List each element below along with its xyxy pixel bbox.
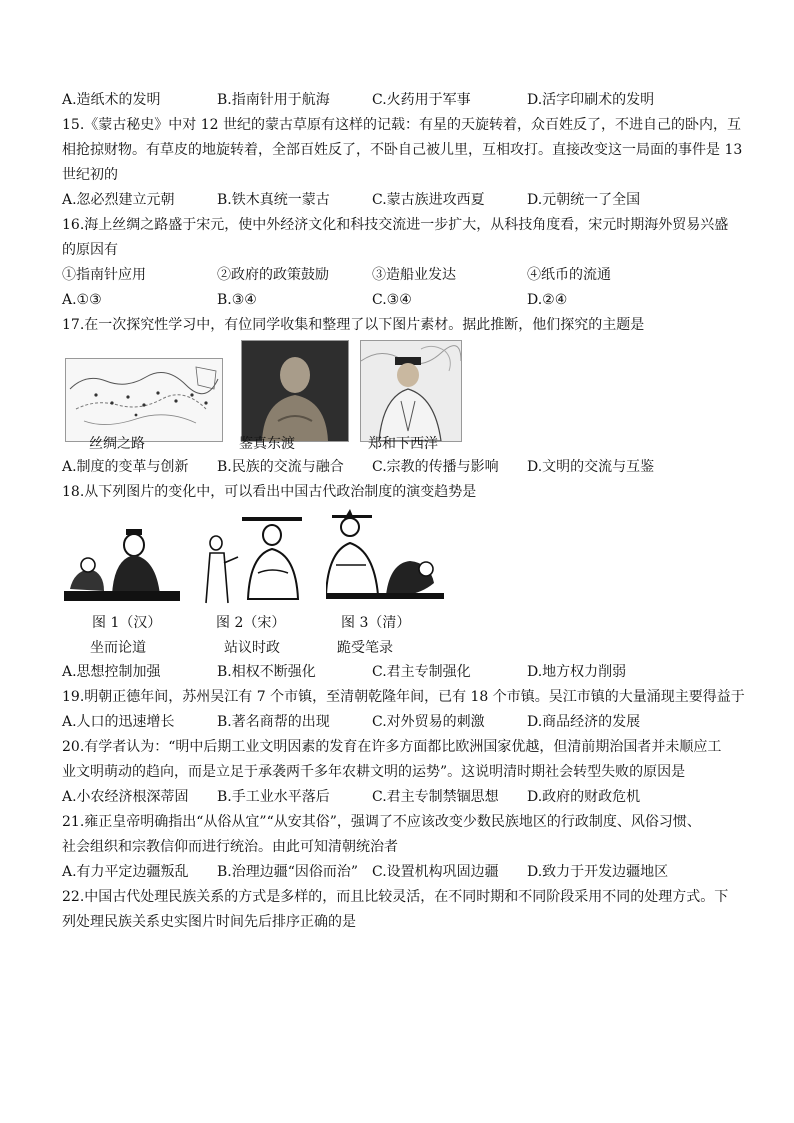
item-3: ③造船业发达	[372, 267, 456, 283]
han-court-drawing	[64, 525, 180, 605]
option-a: A.人口的迅速增长	[62, 714, 175, 730]
figure-caption-qing: 跪受笔录	[337, 640, 393, 656]
option-d: D.元朝统一了全国	[527, 192, 641, 208]
q17-stem-line: 17.在一次探究性学习中，有位同学收集和整理了以下图片素材。据此推断，他们探究的主题是	[62, 317, 645, 333]
q15-options	[62, 188, 742, 213]
option-b: B.指南针用于航海	[217, 92, 330, 108]
q19-options	[62, 710, 742, 735]
q15-stem-line: 15.《蒙古秘史》中对 12 世纪的蒙古草原有这样的记载：有星的天旋转着，众百姓反了，不进自己的卧内，互	[62, 117, 741, 133]
exam-page	[62, 88, 745, 935]
item-2: ②政府的政策鼓励	[217, 267, 329, 283]
option-d: D.政府的财政危机	[527, 789, 641, 805]
q18-stem-line: 18.从下列图片的变化中，可以看出中国古代政治制度的演变趋势是	[62, 484, 477, 500]
option-a: A.造纸术的发明	[62, 92, 161, 108]
option-a: A.制度的变革与创新	[62, 459, 189, 475]
figure-label-song: 图 2（宋）	[216, 615, 286, 631]
q20-stem-line: 20.有学者认为：“明中后期工业文明因素的发育在许多方面都比欧洲国家优越，但清前期治国者并未顺应工	[62, 739, 722, 755]
option-c: C.宗教的传播与影响	[372, 459, 499, 475]
song-court-drawing	[198, 513, 310, 605]
jianzhen-statue-image	[241, 340, 349, 442]
caption-zheng-he: 郑和下西洋	[368, 436, 438, 452]
option-b: B.治理边疆“因俗而治”	[217, 864, 359, 880]
q19-stem-line: 19.明朝正德年间，苏州吴江有 7 个市镇，至清朝乾隆年间，已有 18 个市镇。吴江市镇的大量涌现主要得益于	[62, 689, 745, 705]
option-d: D.活字印刷术的发明	[527, 92, 655, 108]
option-b: B.相权不断强化	[217, 664, 316, 680]
option-d: D.地方权力削弱	[527, 664, 627, 680]
q15-stem-line: 相抢掠财物。有草皮的地旋转着，全部百姓反了，不卧自己被儿里，互相攻打。直接改变这一局面的事件是 13	[62, 142, 743, 158]
option-b: B.手工业水平落后	[217, 789, 330, 805]
option-d: D.文明的交流与互鉴	[527, 459, 655, 475]
option-a: A.①③	[62, 292, 102, 308]
q20-options	[62, 785, 742, 810]
option-a: A.小农经济根深蒂固	[62, 789, 189, 805]
caption-jianzhen: 鉴真东渡	[239, 436, 295, 452]
q22-stem-line: 22.中国古代处理民族关系的方式是多样的，而且比较灵活，在不同时期和不同阶段采用不同的处理方式。下	[62, 889, 729, 905]
option-b: B.民族的交流与融合	[217, 459, 344, 475]
q16-items	[62, 263, 742, 288]
q21-stem-line: 21.雍正皇帝明确指出“从俗从宜”“从安其俗”，强调了不应该改变少数民族地区的行政制度、风俗习惯、	[62, 814, 701, 830]
q21-stem-line: 社会组织和宗教信仰而进行统治。由此可知清朝统治者	[62, 839, 398, 855]
option-c: C.君主专制强化	[372, 664, 471, 680]
option-d: D.商品经济的发展	[527, 714, 641, 730]
q16-stem-line: 16.海上丝绸之路盛于宋元，使中外经济文化和科技交流进一步扩大，从科技角度看，宋元时期海外贸易兴盛	[62, 217, 729, 233]
q18-figures	[62, 505, 742, 660]
q18-options	[62, 660, 742, 685]
option-a: A.忽必烈建立元朝	[62, 192, 175, 208]
q17-figures	[62, 338, 742, 455]
q15-stem-line: 世纪初的	[62, 167, 118, 183]
q16-stem-line: 的原因有	[62, 242, 118, 258]
option-c: C.君主专制禁锢思想	[372, 789, 499, 805]
option-d: D.②④	[527, 292, 568, 308]
option-c: C.设置机构巩固边疆	[372, 864, 499, 880]
option-c: C.火药用于军事	[372, 92, 471, 108]
item-4: ④纸币的流通	[527, 267, 611, 283]
option-c: C.③④	[372, 292, 412, 308]
silk-road-map-image	[65, 358, 223, 442]
option-a: A.思想控制加强	[62, 664, 161, 680]
figure-caption-song: 站议时政	[224, 640, 280, 656]
caption-silk-road: 丝绸之路	[89, 436, 145, 452]
q16-options	[62, 288, 742, 313]
option-c: C.蒙古族进攻西夏	[372, 192, 485, 208]
figure-caption-han: 坐而论道	[90, 640, 146, 656]
figure-label-qing: 图 3（清）	[341, 615, 411, 631]
item-1: ①指南针应用	[62, 267, 146, 283]
q21-options	[62, 860, 742, 885]
option-b: B.③④	[217, 292, 257, 308]
qing-court-drawing	[326, 505, 444, 605]
q22-stem-line: 列处理民族关系史实图片时间先后排序正确的是	[62, 914, 356, 930]
option-a: A.有力平定边疆叛乱	[62, 864, 189, 880]
option-d: D.致力于开发边疆地区	[527, 864, 669, 880]
option-c: C.对外贸易的刺激	[372, 714, 485, 730]
q20-stem-line: 业文明萌动的趋向，而是立足于承袭两千多年农耕文明的运势”。这说明清时期社会转型失败的原因是	[62, 764, 686, 780]
q17-options	[62, 455, 742, 480]
q14-options	[62, 88, 742, 113]
figure-label-han: 图 1（汉）	[92, 615, 162, 631]
option-b: B.著名商帮的出现	[217, 714, 330, 730]
option-b: B.铁木真统一蒙古	[217, 192, 330, 208]
zheng-he-portrait-image	[360, 340, 462, 442]
